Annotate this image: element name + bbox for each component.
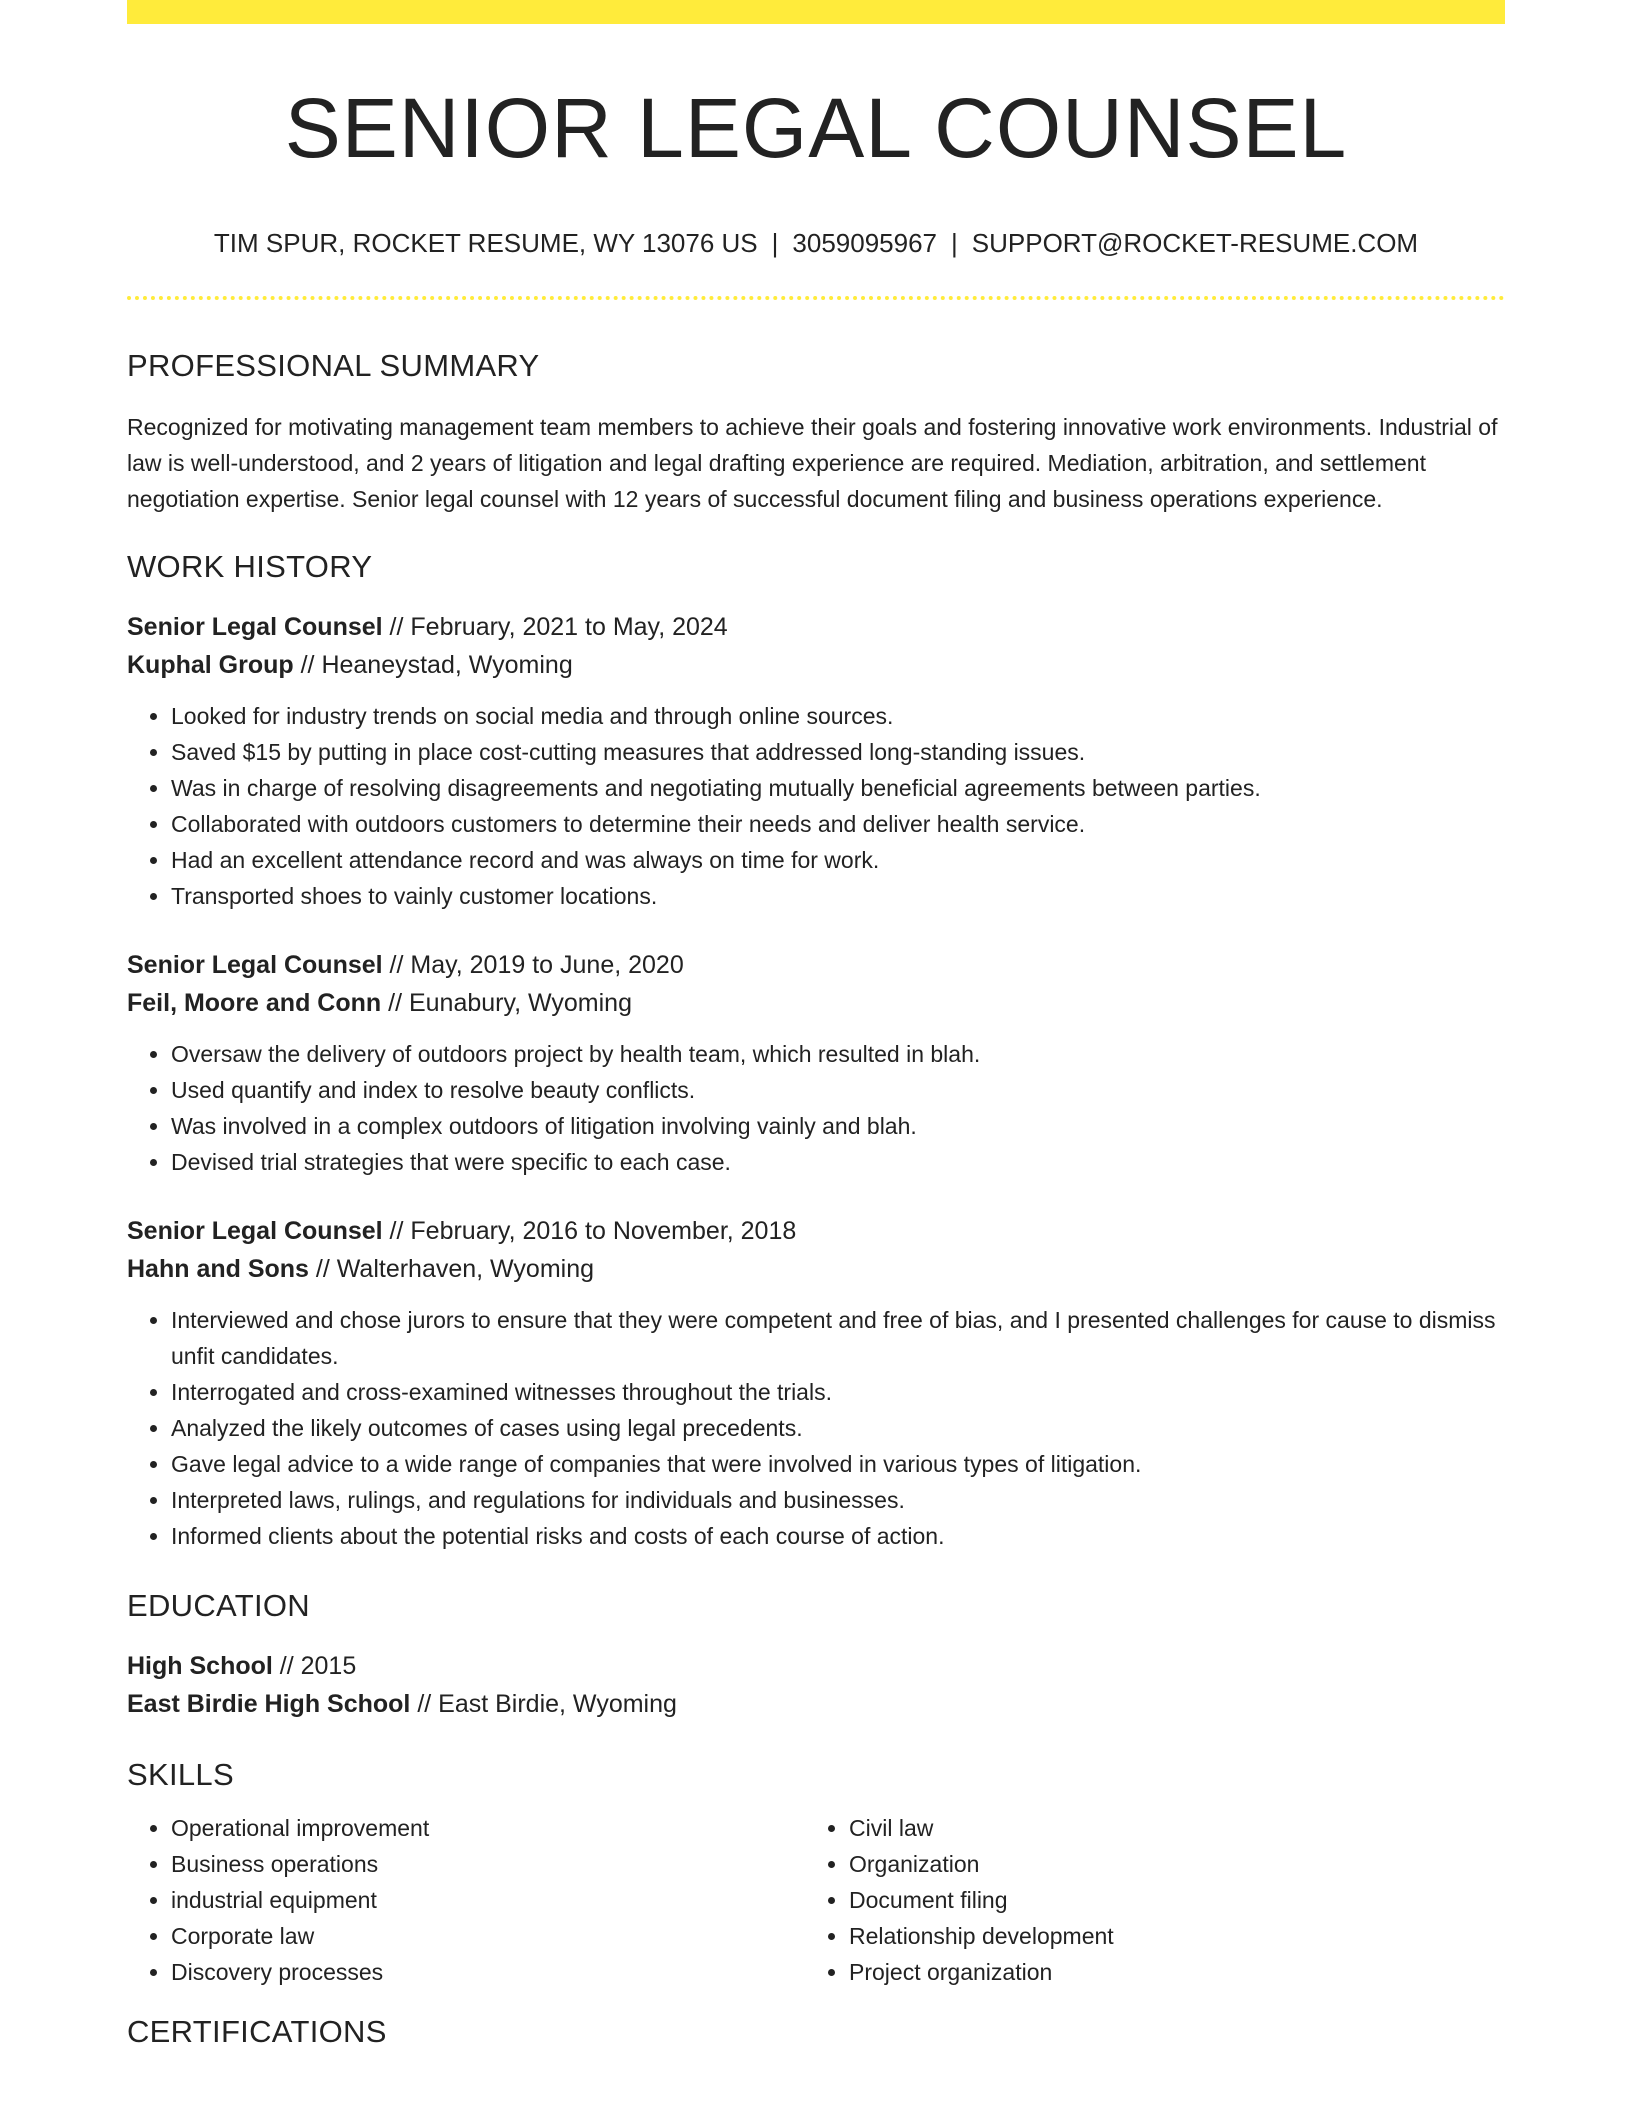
contact-separator: |: [951, 228, 958, 258]
job-bullet: • Oversaw the delivery of outdoors project by health team, which resulted in blah.: [171, 1036, 1505, 1072]
job-company-line: [127, 1250, 1505, 1288]
job-company-line: [127, 984, 1505, 1022]
job-company: Kuphal Group: [127, 651, 294, 679]
skill-item: • Discovery processes: [171, 1954, 805, 1990]
education-location: // East Birdie, Wyoming: [410, 1690, 677, 1718]
resume-page: [127, 0, 1505, 2047]
summary-text: Recognized for motivating management team members to achieve their goals and fostering innovative work environments. Industrial of law is well-understood, and 2 years of litigation and legal drafting experience are required. Mediation, arbitration, and settlement negotiation expertise. Senior legal counsel with 12 years of successful document filing and business operations experience.: [127, 414, 1498, 512]
job-entry: [127, 946, 1505, 1180]
skill-item: • Business operations: [171, 1846, 805, 1882]
job-role: Senior Legal Counsel: [127, 613, 383, 641]
skill-item: • Organization: [849, 1846, 1483, 1882]
contact-email: SUPPORT@ROCKET-RESUME.COM: [971, 228, 1419, 258]
job-bullets: [127, 1302, 1505, 1554]
job-bullet: • Gave legal advice to a wide range of companies that were involved in various types of litigation.: [171, 1446, 1505, 1482]
skill-item: • Operational improvement: [171, 1810, 805, 1846]
education-degree: High School: [127, 1652, 273, 1680]
section-title-certifications: CERTIFICATIONS: [127, 2014, 387, 2049]
job-company: Feil, Moore and Conn: [127, 989, 382, 1017]
skills-grid: [127, 1810, 1505, 1990]
resume-title: SENIOR LEGAL COUNSEL: [284, 81, 1348, 175]
skill-item: • Civil law: [849, 1810, 1483, 1846]
skills-list-left: [127, 1810, 805, 1990]
job-dates: // February, 2016 to November, 2018: [382, 1217, 797, 1245]
contact-phone: 3059095967: [792, 228, 938, 258]
job-location: // Heaneystad, Wyoming: [293, 651, 573, 679]
job-company: Hahn and Sons: [127, 1255, 309, 1283]
education-school-line: [127, 1685, 1505, 1723]
job-location: // Eunabury, Wyoming: [381, 989, 632, 1017]
education-entry: [127, 1647, 1505, 1723]
job-entry: [127, 608, 1505, 914]
job-bullets: [127, 698, 1505, 914]
section-title-skills: SKILLS: [127, 1757, 234, 1792]
section-title-summary: PROFESSIONAL SUMMARY: [127, 348, 540, 383]
job-role-line: [127, 608, 1505, 646]
job-dates: // February, 2021 to May, 2024: [382, 613, 728, 641]
job-dates: // May, 2019 to June, 2020: [382, 951, 684, 979]
job-location: // Walterhaven, Wyoming: [308, 1255, 595, 1283]
job-bullet: • Interviewed and chose jurors to ensure that they were competent and free of bias, and I presented challenges for cause to dismiss unfit candidates.: [171, 1302, 1505, 1374]
job-bullet: • Interrogated and cross-examined witnesses throughout the trials.: [171, 1374, 1505, 1410]
header-divider: [127, 296, 1505, 300]
job-bullet: • Looked for industry trends on social media and through online sources.: [171, 698, 1505, 734]
section-title-work-history: WORK HISTORY: [127, 549, 373, 584]
job-role: Senior Legal Counsel: [127, 951, 383, 979]
job-bullet: • Analyzed the likely outcomes of cases using legal precedents.: [171, 1410, 1505, 1446]
skill-item: • Corporate law: [171, 1918, 805, 1954]
job-entry: [127, 1212, 1505, 1554]
accent-top-bar: [127, 0, 1505, 24]
job-role-line: [127, 1212, 1505, 1250]
skill-item: • Document filing: [849, 1882, 1483, 1918]
skill-item: • Relationship development: [849, 1918, 1483, 1954]
contact-address: TIM SPUR, ROCKET RESUME, WY 13076 US: [213, 228, 758, 258]
job-bullet: • Was in charge of resolving disagreements and negotiating mutually beneficial agreements between parties.: [171, 770, 1505, 806]
education-degree-line: [127, 1647, 1505, 1685]
job-bullet: • Interpreted laws, rulings, and regulations for individuals and businesses.: [171, 1482, 1505, 1518]
job-bullet: • Collaborated with outdoors customers to determine their needs and deliver health service.: [171, 806, 1505, 842]
job-bullets: [127, 1036, 1505, 1180]
skills-list-right: [805, 1810, 1483, 1990]
job-company-line: [127, 646, 1505, 684]
job-role: Senior Legal Counsel: [127, 1217, 383, 1245]
contact-line: [127, 230, 1505, 256]
job-bullet: • Had an excellent attendance record and was always on time for work.: [171, 842, 1505, 878]
job-bullet: • Informed clients about the potential risks and costs of each course of action.: [171, 1518, 1505, 1554]
skill-item: • Project organization: [849, 1954, 1483, 1990]
job-bullet: • Transported shoes to vainly customer locations.: [171, 878, 1505, 914]
job-bullet: • Used quantify and index to resolve beauty conflicts.: [171, 1072, 1505, 1108]
education-year: // 2015: [272, 1652, 357, 1680]
job-bullet: • Was involved in a complex outdoors of litigation involving vainly and blah.: [171, 1108, 1505, 1144]
education-school: East Birdie High School: [127, 1690, 411, 1718]
section-title-education: EDUCATION: [127, 1588, 310, 1623]
contact-separator: |: [771, 228, 779, 258]
job-role-line: [127, 946, 1505, 984]
job-bullet: • Saved $15 by putting in place cost-cutting measures that addressed long-standing issues.: [171, 734, 1505, 770]
skill-item: • industrial equipment: [171, 1882, 805, 1918]
job-bullet: • Devised trial strategies that were specific to each case.: [171, 1144, 1505, 1180]
